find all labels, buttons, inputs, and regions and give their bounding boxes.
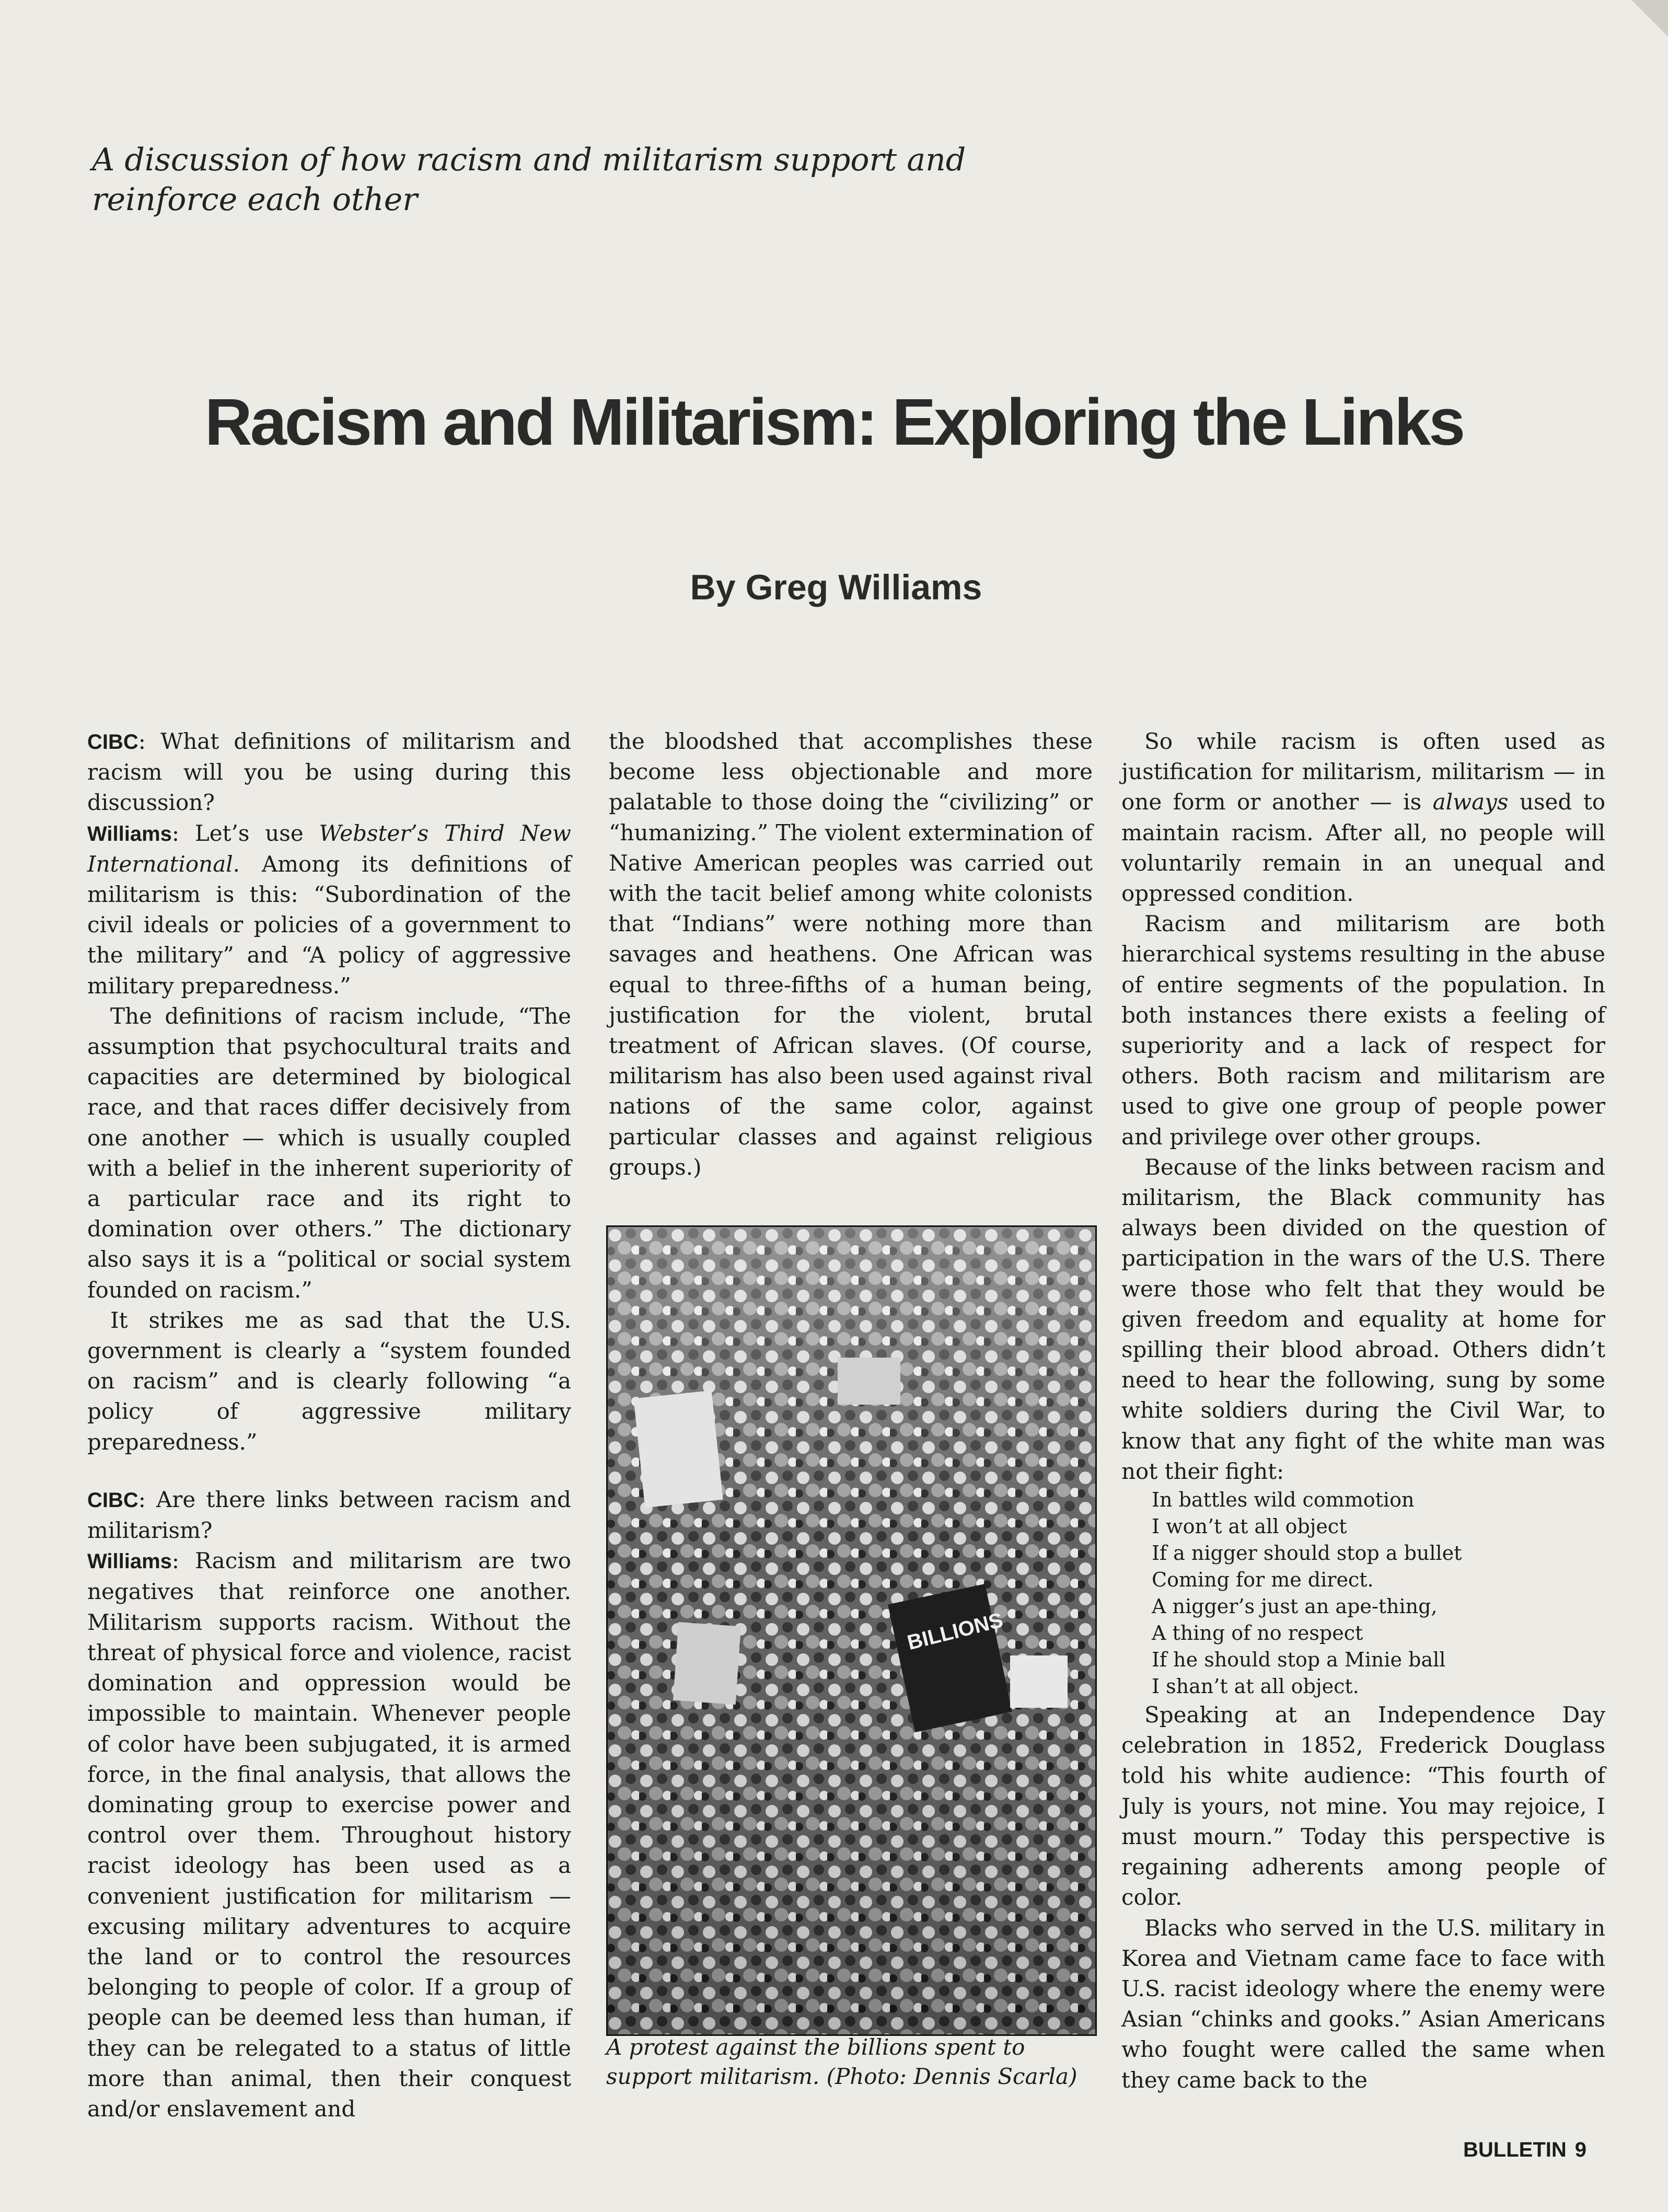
protest-sign-text: BILLIONS: [905, 1608, 1005, 1655]
speaker-label: CIBC: [87, 1488, 138, 1512]
poem-line: If he should stop a Minie ball: [1152, 1648, 1446, 1672]
paragraph: It strikes me as sad that the U.S. government is clearly a “system founded on racism” and is clearly following “a policy of aggressive military preparedness.”: [87, 1307, 571, 1455]
photo-caption: A protest against the billions spent to support militarism. (Photo: Dennis Scarla): [606, 2034, 1078, 2089]
page-number: 9: [1574, 2138, 1587, 2161]
paragraph-text: So while racism is often used as justification for militarism, militarism — in one form or another — is: [1121, 728, 1605, 815]
paragraph: Racism and militarism are both hierarchical systems resulting in the abuse of entire segments of the population. In both instances there exists a feeling of superiority and a lack of respect for others. Both racism and militarism are used to give one group of people power and privilege over other groups.: [1121, 911, 1605, 1150]
paragraph: the bloodshed that accomplishes these become less objectionable and more palatable to those doing the “civilizing” or “humanizing.” The violent extermination of Native American peoples was carried out with the tacit belief among white colonists that “Indians” were nothing more than savages and heathens. One African was equal to three-fifths of a human being, justification for the violent, brutal treatment of African slaves. (Of course, militarism has also been used against rival nations of the same color, against particular classes and against religious groups.): [609, 728, 1093, 1180]
article-title: Racism and Militarism: Exploring the Links: [204, 385, 1464, 459]
poem: [1152, 1487, 1605, 1700]
poem-line: A nigger’s just an ape-thing,: [1152, 1595, 1438, 1618]
poem-line: I shan’t at all object.: [1152, 1675, 1359, 1698]
emphasis: always: [1432, 789, 1509, 815]
answer-text: : Racism and militarism are two negatives that reinforce one another. Militarism supports racism. Without the threat of physical force and violence, racist domination and oppression would be impossible to maintain. Whenever people of color have been subjugated, it is armed force, in the final analysis, that allows the dominating group to exercise power and control over them. Throughout history racist ideology has been used as a convenient justification for militarism — excusing military adventures to acquire the land or to control the resources belonging to people of color. If a group of people can be deemed less than human, if they can be relegated to a status of little more than animal, then their conquest and/or enslavement and: [87, 1548, 571, 2122]
answer-text: : Let’s use: [171, 820, 319, 846]
speaker-label: Williams: [87, 1550, 172, 1573]
protest-photo: [606, 1225, 1097, 2036]
paragraph: Because of the links between racism and militarism, the Black community has always been divided on the question of participation in the wars of the U.S. There were those who felt that they would be given freedom and equality at home for spilling their blood abroad. Others didn’t need to hear the following, sung by some white soldiers during the Civil War, to know that any fight of the white man was not their fight:: [1121, 1154, 1605, 1484]
article-subtitle: A discussion of how racism and militarism support and reinforce each other: [92, 142, 966, 218]
speaker-label: Williams: [87, 822, 172, 846]
page-corner-fold: [1631, 0, 1668, 37]
question-text: : Are there links between racism and militarism?: [87, 1486, 571, 1544]
paragraph: Speaking at an Independence Day celebration in 1852, Frederick Douglass told his white audience: “This fourth of July is yours, not mine. You may rejoice, I must mourn.” Today this perspective is regaining adherents among people of color.: [1121, 1702, 1605, 1910]
poem-line: In battles wild commotion: [1152, 1488, 1415, 1512]
answer-2: [87, 1546, 571, 2124]
speaker-label: CIBC: [87, 731, 138, 754]
byline: By Greg Williams: [690, 568, 982, 607]
column-3: [1121, 726, 1605, 2095]
poem-line: A thing of no respect: [1152, 1622, 1363, 1645]
paragraph: [1121, 726, 1605, 909]
answer-1: [87, 818, 571, 1001]
poem-line: If a nigger should stop a bullet: [1152, 1542, 1462, 1565]
publication-name: BULLETIN: [1463, 2138, 1567, 2161]
answer-text: . Among its definitions of militarism is this: “Subordination of the civil ideals or policies of a government to the military” and “A policy of aggressive military preparedness.”: [87, 851, 571, 999]
poem-line: I won’t at all object: [1152, 1515, 1347, 1538]
paragraph: The definitions of racism include, “The assumption that psychocultural traits and capacities are determined by biological race, and that races differ decisively from one another — which is usually coupled with a belief in the inherent superiority of a particular race and its right to domination over others.” The dictionary also says it is a “political or social system founded on racism.”: [87, 1003, 571, 1303]
question-2: [87, 1485, 571, 1546]
question-1: [87, 726, 571, 818]
column-1: [87, 726, 571, 2124]
question-text: : What definitions of militarism and racism will you be using during this discussion?: [87, 728, 571, 816]
column-2: [609, 726, 1093, 1183]
paragraph-text: used to maintain racism. After all, no people will voluntarily remain in an unequal and oppressed condition.: [1121, 789, 1605, 907]
poem-line: Coming for me direct.: [1152, 1568, 1374, 1592]
page-footer: [1463, 2138, 1586, 2162]
paragraph: Blacks who served in the U.S. military in Korea and Vietnam came face to face with U.S. racist ideology where the enemy were Asian “chinks and gooks.” Asian Americans who fought were called the same when they came back to the: [1121, 1915, 1605, 2093]
book-title: Webster’s Third New International: [87, 820, 571, 877]
